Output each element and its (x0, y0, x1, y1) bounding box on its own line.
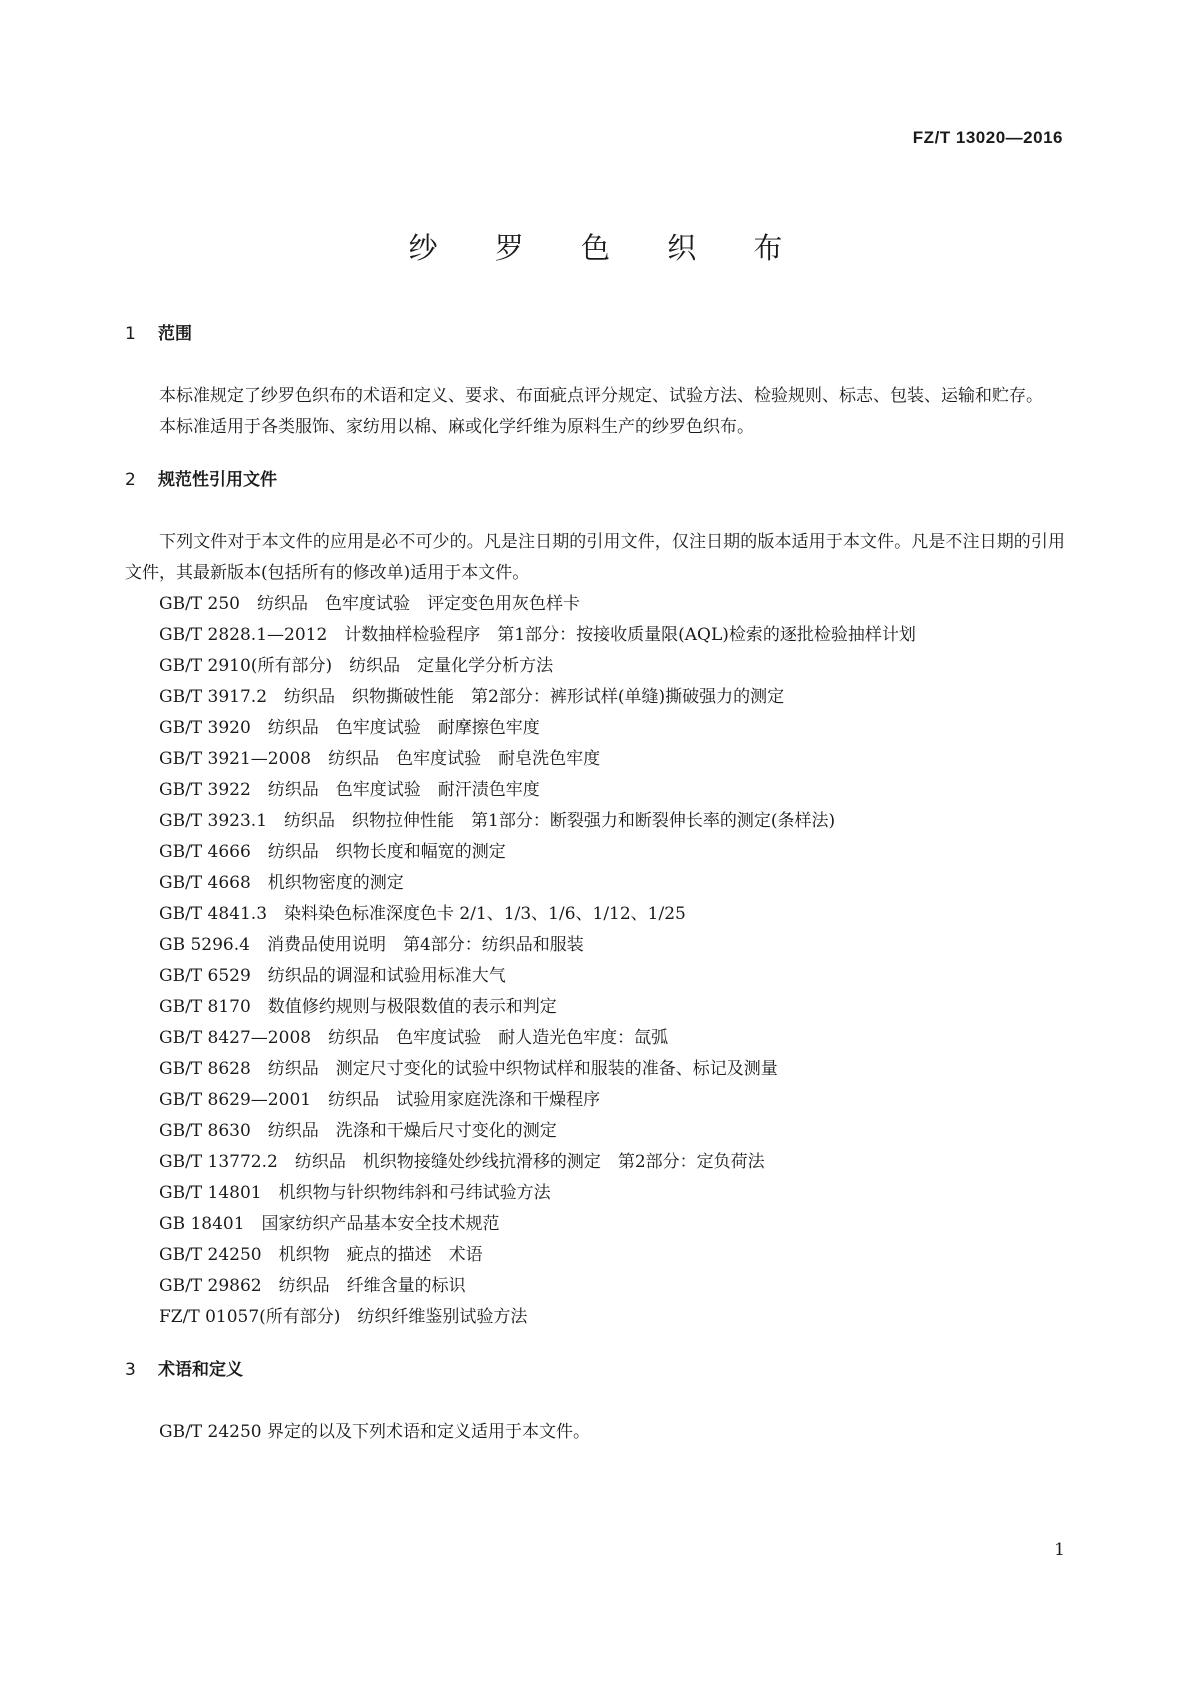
section-1-paragraph-1: 本标准规定了纱罗色织布的术语和定义、要求、布面疵点评分规定、试验方法、检验规则、标志、包装、运输和贮存。 (159, 386, 1043, 406)
reference-item: GB/T 3923.1 纺织品 织物拉伸性能 第1部分：断裂强力和断裂伸长率的测定(条样法) (159, 811, 836, 831)
section-1-title: 范围 (158, 324, 192, 344)
reference-item: GB/T 4668 机织物密度的测定 (159, 873, 404, 893)
section-1-heading (125, 319, 1065, 350)
reference-item: GB/T 29862 纺织品 纤维含量的标识 (159, 1276, 466, 1296)
reference-item: GB/T 4666 纺织品 织物长度和幅宽的测定 (159, 842, 506, 862)
document-body (125, 319, 1065, 1448)
standard-code: FZ/T 13020—2016 (912, 128, 1063, 147)
reference-item: GB/T 3921—2008 纺织品 色牢度试验 耐皂洗色牢度 (159, 749, 601, 769)
section-2-number: 2 (125, 470, 136, 490)
reference-item: GB/T 3920 纺织品 色牢度试验 耐摩擦色牢度 (159, 718, 540, 738)
document-title: 纱 罗 色 织 布 (408, 231, 807, 265)
section-3-heading (125, 1355, 1065, 1386)
section-2-intro: 下列文件对于本文件的应用是必不可少的。凡是注日期的引用文件，仅注日期的版本适用于本文件。凡是不注日期的引用文件，其最新版本(包括所有的修改单)适用于本文件。 (125, 532, 1065, 583)
section-2-title: 规范性引用文件 (158, 470, 277, 490)
reference-item: FZ/T 01057(所有部分) 纺织纤维鉴别试验方法 (159, 1307, 528, 1327)
reference-item: GB 18401 国家纺织产品基本安全技术规范 (159, 1214, 500, 1234)
reference-item: GB/T 13772.2 纺织品 机织物接缝处纱线抗滑移的测定 第2部分：定负荷法 (159, 1152, 765, 1172)
reference-item: GB/T 3922 纺织品 色牢度试验 耐汗渍色牢度 (159, 780, 540, 800)
reference-item: GB/T 2828.1—2012 计数抽样检验程序 第1部分：按接收质量限(AQL)检索的逐批检验抽样计划 (159, 625, 916, 645)
section-1-paragraph-2: 本标准适用于各类服饰、家纺用以棉、麻或化学纤维为原料生产的纱罗色织布。 (159, 417, 754, 437)
section-2-heading (125, 465, 1065, 496)
reference-item: GB 5296.4 消费品使用说明 第4部分：纺织品和服装 (159, 935, 584, 955)
page-number: 1 (1054, 1540, 1065, 1560)
reference-item: GB/T 8427—2008 纺织品 色牢度试验 耐人造光色牢度：氙弧 (159, 1028, 669, 1048)
section-3-title: 术语和定义 (158, 1360, 243, 1380)
section-3-paragraph: GB/T 24250 界定的以及下列术语和定义适用于本文件。 (159, 1422, 591, 1442)
reference-item: GB/T 8630 纺织品 洗涤和干燥后尺寸变化的测定 (159, 1121, 557, 1141)
reference-item: GB/T 8170 数值修约规则与极限数值的表示和判定 (159, 997, 557, 1017)
reference-item: GB/T 14801 机织物与针织物纬斜和弓纬试验方法 (159, 1183, 551, 1203)
reference-item: GB/T 2910(所有部分) 纺织品 定量化学分析方法 (159, 656, 554, 676)
section-1-number: 1 (125, 324, 136, 344)
reference-item: GB/T 8628 纺织品 测定尺寸变化的试验中织物试样和服装的准备、标记及测量 (159, 1059, 778, 1079)
reference-item: GB/T 250 纺织品 色牢度试验 评定变色用灰色样卡 (159, 594, 580, 614)
reference-item: GB/T 4841.3 染料染色标准深度色卡 2/1、1/3、1/6、1/12、1/25 (159, 904, 686, 924)
reference-item: GB/T 3917.2 纺织品 织物撕破性能 第2部分：裤形试样(单缝)撕破强力的测定 (159, 687, 785, 707)
reference-item: GB/T 24250 机织物 疵点的描述 术语 (159, 1245, 483, 1265)
reference-item: GB/T 8629—2001 纺织品 试验用家庭洗涤和干燥程序 (159, 1090, 601, 1110)
section-3-number: 3 (125, 1360, 136, 1380)
reference-item: GB/T 6529 纺织品的调湿和试验用标准大气 (159, 966, 506, 986)
reference-list (125, 589, 1065, 1333)
